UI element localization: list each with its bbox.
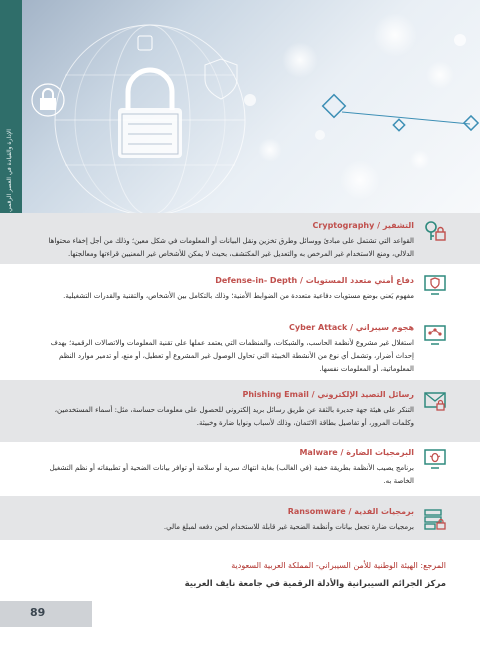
glossary-entry-ransomware xyxy=(0,496,480,540)
reference-label: المرجع: الهيئة الوطنية للأمن السيبراني- المملكة العربية السعودية xyxy=(231,561,446,570)
glossary-entry-malware xyxy=(0,442,480,496)
entry-description: استغلال غير مشروع لأنظمة الحاسب، والشبكات، والمنظمات التي يعتمد عملها على تقنية المعلومات والاتصالات الرقمية؛ بهدف إحداث أضرار، وتشمل أي نوع من الأنشطة الخبيثة التي تحاول الوصول غير المشروع أو تعطيل، أو منع، أو تدمير موارد النظم المعلوماتية، أو المعلومات نفسها. xyxy=(50,339,414,373)
bug-monitor-icon xyxy=(424,448,446,470)
entry-term: التشفير / Cryptography xyxy=(312,221,414,230)
entry-term: هجوم سيبراني / Cyber Attack xyxy=(289,323,414,332)
hero-image xyxy=(0,0,480,213)
glossary-entry-cryptography xyxy=(0,213,480,264)
shield-monitor-icon xyxy=(424,274,446,296)
entry-description: القواعد التي تشتمل على مبادئ ووسائل وطرق تخزين ونقل البيانات أو المعلومات في شكل معين؛ وذلك من أجل إخفاء محتواها الدلالي، ومنع الاستخدام غير المرخص به والتعديل غير المكتشف، بحيث لا يمكن للأشخاص غير المعنيين قراءتها ومعالجتها. xyxy=(48,237,414,258)
reference-organization: مركز الجرائم السيبرانية والأدلة الرقمية في جامعة نايف العربية xyxy=(184,579,446,589)
entry-term: دفاع أمني متعدد المستويات / Defense-in- Depth xyxy=(215,276,414,285)
network-monitor-icon xyxy=(424,324,446,346)
server-lock-icon xyxy=(424,508,446,530)
entry-term: رسائل التصيد الإلكتروني / Phishing Email xyxy=(242,390,414,399)
email-lock-icon xyxy=(424,390,446,412)
glossary-entry-defense-in-depth xyxy=(0,266,480,318)
key-lock-icon xyxy=(424,220,446,242)
entry-term: البرمجيات الضارة / Malware xyxy=(299,448,414,457)
entry-description: برمجيات ضارة تجعل بيانات وأنظمة الضحية غير قابلة للاستخدام لحين دفعه لمبلغ مالي. xyxy=(163,523,414,531)
page-number: 89 xyxy=(30,606,46,619)
entry-term: برمجيات الفدية / Ransomware xyxy=(287,507,414,516)
entry-description: مفهوم يَعني بوضع مستويات دفاعية متعددة من الضوابط الأمنية؛ وذلك بالتكامل بين الأشخاص، والتقنية والقدرات التشغيلية. xyxy=(63,292,414,300)
glossary-entry-cyber-attack xyxy=(0,318,480,380)
page-number-bar xyxy=(0,601,92,627)
side-strip xyxy=(0,0,22,213)
side-label: الإدارة والقيادة في العصر الرقمي xyxy=(6,129,13,212)
glossary-entry-phishing-email xyxy=(0,380,480,442)
entry-description: برنامج يصيب الأنظمة بطريقة خفية (في الغالب) بغاية انتهاك سرية أو سلامة أو توافر بيانات الضحية أو تطبيقاته أو نظم التشغيل الخاصة به. xyxy=(49,464,414,485)
entry-description: التنكر على هيئة جهة جديرة بالثقة عن طريق رسائل بريد إلكتروني للحصول على معلومات حساسة، مثل: أسماء المستخدمين، وكلمات المرور، أو تفاصيل بطاقة الائتمان، وذلك لأسباب ونوايا ضارة وخبيثة. xyxy=(54,406,414,427)
cyber-lock-illustration xyxy=(0,0,480,213)
